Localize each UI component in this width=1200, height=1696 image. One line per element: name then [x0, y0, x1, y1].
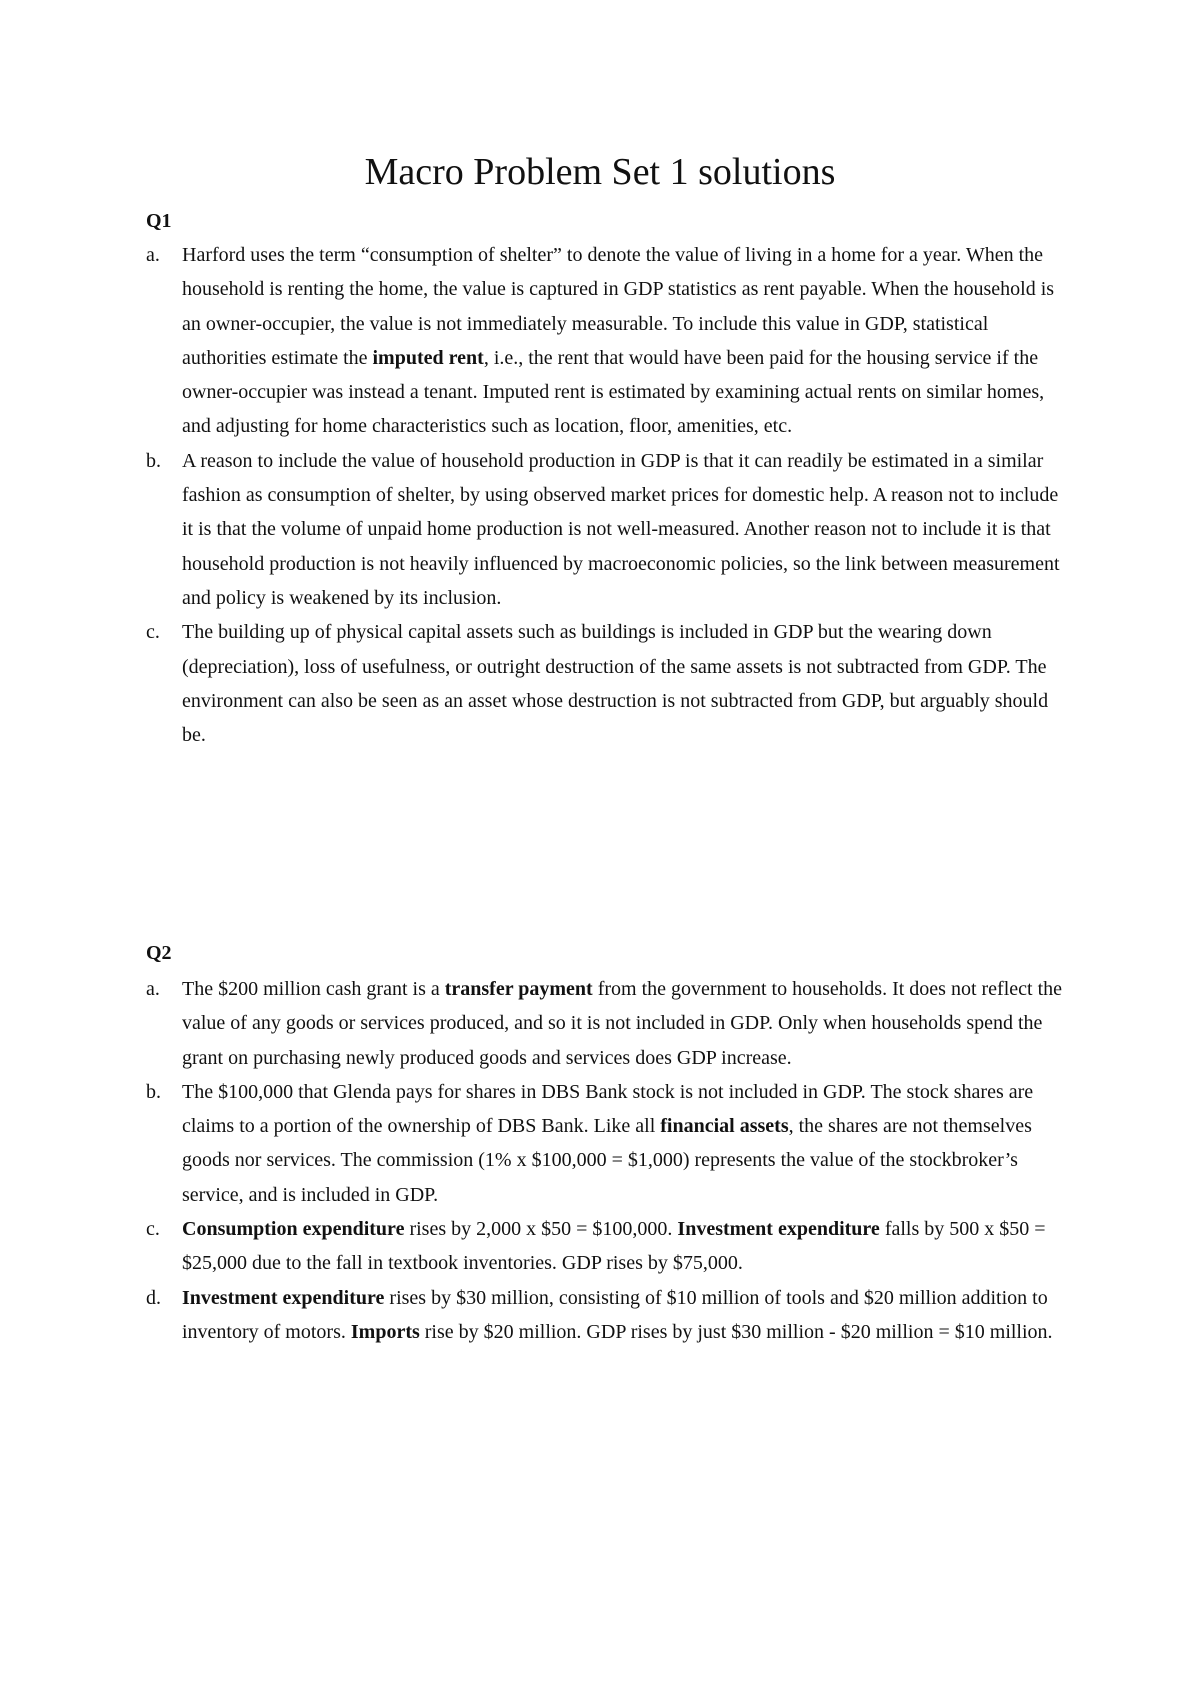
answer-text	[182, 1218, 1046, 1274]
answer-text	[182, 621, 1048, 746]
list-marker: c.	[146, 1218, 160, 1241]
q2-answer-c	[146, 1212, 1066, 1281]
answer-text-run: Harford uses the term “consumption of shelter” to denote the value of living in a home for a year. When the household is renting the home, the value is captured in GDP statistics as rent payable. When the household is an owner-occupier, the value is not immediately measurable. To include this value in GDP, statistical authorities estimate the	[182, 244, 1055, 369]
answer-text	[182, 978, 1062, 1069]
bold-term: transfer payment	[444, 978, 593, 1000]
q1-heading: Q1	[146, 210, 172, 232]
q2-answer-list	[146, 972, 1066, 1349]
answer-text-run: The $100,000 that Glenda pays for shares in DBS Bank stock is not included in GDP. The stock shares are claims to a portion of the ownership of DBS Bank. Like all	[182, 1080, 1034, 1138]
list-marker: c.	[146, 621, 160, 644]
answer-text	[182, 244, 1054, 437]
q1-answer-a	[146, 238, 1066, 444]
q2-answer-a	[146, 972, 1066, 1075]
q2-answer-d	[146, 1281, 1066, 1350]
answer-text	[182, 450, 1060, 609]
bold-term: Investment expenditure	[182, 1286, 385, 1309]
answer-text-run: , the shares are not themselves goods nor services. The commission (1% x $100,000 = $1,000) represents the value of the stockbroker’s service, and is included in GDP.	[182, 1115, 1032, 1206]
q1-answer-c	[146, 615, 1066, 752]
list-marker: d.	[146, 1286, 161, 1309]
answer-text	[182, 1081, 1033, 1206]
answer-text-run: from the government to households. It does not reflect the value of any goods or services produced, and so it is not included in GDP. Only when households spend the grant on purchasing newly produced goods and services does GDP increase.	[182, 978, 1063, 1069]
answer-text	[182, 1287, 1053, 1343]
answer-text-run: , i.e., the rent that would have been paid for the housing service if the owner-occupier was instead a tenant. Imputed rent is estimated by examining actual rents on similar homes, and adjusting for home characteristics such as location, floor, amenities, etc.	[182, 346, 1045, 438]
list-marker: a.	[146, 978, 160, 1000]
bold-term: financial assets	[660, 1115, 789, 1138]
answer-text-run: rise by $20 million. GDP rises by just $30 million - $20 million = $10 million.	[419, 1320, 1053, 1343]
list-marker: b.	[146, 449, 161, 472]
bold-term: Imports	[350, 1320, 420, 1343]
answer-text-run: The $200 million cash grant is a	[182, 978, 445, 1000]
answer-text-run: falls by 500 x $50 = $25,000 due to the fall in textbook inventories. GDP rises by $75,000.	[182, 1218, 1046, 1275]
list-marker: b.	[146, 1080, 161, 1103]
q1-answer-b	[146, 444, 1066, 615]
answer-text-run: The building up of physical capital assets such as buildings is included in GDP but the wearing down (depreciation), loss of usefulness, or outright destruction of the same assets is not subtracted from GDP. The environment can also be seen as an asset whose destruction is not subtracted from GDP, but arguably should be.	[182, 621, 1049, 747]
answer-text-run: A reason to include the value of household production in GDP is that it can readily be estimated in a similar fashion as consumption of shelter, by using observed market prices for domestic help. A reason not to include it is that the volume of unpaid home production is not well-measured. Another reason not to include it is that household production is not heavily influenced by macroeconomic policies, so the link between measurement and policy is weakened by its inclusion.	[182, 449, 1060, 609]
q2-answer-b	[146, 1075, 1066, 1212]
page-title: Macro Problem Set 1 solutions	[364, 151, 836, 193]
bold-term: Investment expenditure	[677, 1218, 880, 1241]
bold-term: imputed rent	[372, 346, 484, 369]
list-marker: a.	[146, 244, 160, 266]
bold-term: Consumption expenditure	[182, 1218, 405, 1241]
answer-text-run: rises by $30 million, consisting of $10 million of tools and $20 million addition to inventory of motors.	[182, 1286, 1048, 1343]
answer-text-run: rises by 2,000 x $50 = $100,000.	[404, 1218, 678, 1241]
q2-heading: Q2	[146, 942, 172, 964]
q1-answer-list	[146, 238, 1066, 752]
